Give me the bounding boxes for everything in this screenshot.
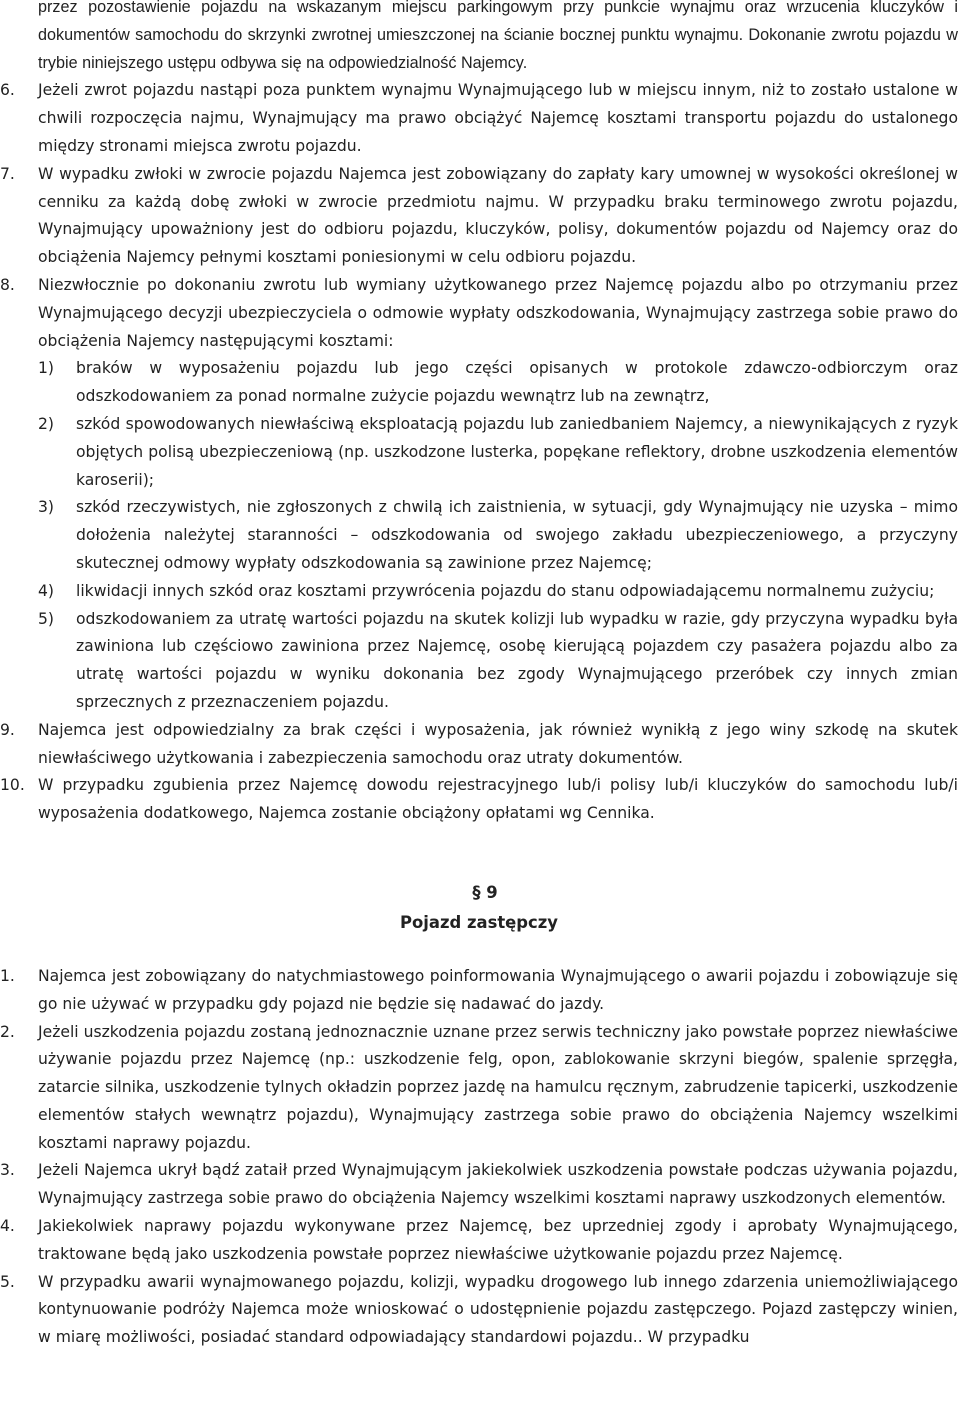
- item-number: 8.: [0, 275, 15, 294]
- list-item-7: [0, 161, 958, 272]
- item-number: 6.: [0, 81, 15, 100]
- section9-item-5: [0, 1269, 958, 1352]
- item-number: 9.: [0, 720, 15, 739]
- sub-item-4: [0, 578, 958, 606]
- sub-item-text: likwidacji innych szkód oraz kosztami przywrócenia pojazdu do stanu odpowiadającemu normalnemu zużyciu;: [76, 581, 935, 600]
- section-symbol: § 9: [472, 882, 498, 902]
- item-text: Jeżeli uszkodzenia pojazdu zostaną jednoznacznie uznane przez serwis techniczny jako powstałe poprzez niewłaściwe używanie pojazdu przez Najemcę (np.: uszkodzenie felg, opon, zablokowanie skrzyni biegów, spalenie sprzęgła, zatarcie silnika, uszkodzenie tylnych okładzin poprzez jazdę na hamulcu ręcznym, zabrudzenie tapicerki, uszkodzenie elementów stałych wewnątrz pojazdu), Wynajmujący zastrzega sobie prawo do obciążenia Najemcy wszelkimi kosztami naprawy pojazdu.: [38, 1022, 958, 1152]
- list-item-8: [0, 272, 958, 355]
- item-number: 2.: [0, 1022, 15, 1041]
- sub-item-text: szkód rzeczywistych, nie zgłoszonych z chwilą ich zaistnienia, w sytuacji, gdy Wynajmujący nie uzyska – mimo dołożenia należytej staranności – odszkodowania od swojego zakładu ubezpieczeniowego, a przyczyny skutecznej odmowy wypłaty odszkodowania są zawinione przez Najemcę;: [76, 498, 958, 572]
- paragraph-text: przez pozostawienie pojazdu na wskazanym miejscu parkingowym przy punkcie wynajmu oraz wrzucenia kluczyków i dokumentów samochodu do skrzynki zwrotnej umieszczonej na ścianie bocznej punktu wynajmu. Dokonanie zwrotu pojazdu w trybie niniejszego ustępu odbywa się na odpowiedzialność Najemcy.: [38, 0, 958, 72]
- sub-item-text: odszkodowaniem za utratę wartości pojazdu na skutek kolizji lub wypadku w razie, gdy przyczyna wypadku była zawiniona lub częściowo zawiniona przez Najemcę, osobę kierującą pojazdem czy pasażera pojazdu albo za utratę wartości pojazdu w wyniku dokonania bez zgody Wynajmującego przeróbek czy innych zmian sprzecznych z przeznaczeniem pojazdu.: [76, 609, 958, 711]
- item-text: Jakiekolwiek naprawy pojazdu wykonywane przez Najemcę, bez uprzedniej zgody i aprobaty Wynajmującego, traktowane będą jako uszkodzenia powstałe poprzez niewłaściwe użytkowanie pojazdu przez Najemcę.: [38, 1217, 958, 1263]
- sub-item-text: szkód spowodowanych niewłaściwą eksploatacją pojazdu lub zaniedbaniem Najemcy, a niewynikających z ryzyk objętych polisą ubezpieczeniową (np. uszkodzone lusterka, popękane reflektory, drobne uszkodzenia elementów karoserii);: [76, 414, 958, 489]
- sub-item-2: [0, 411, 958, 494]
- item-number: 7.: [0, 164, 15, 183]
- sub-item-5: [0, 606, 958, 717]
- sub-item-number: 5): [38, 609, 55, 628]
- sub-item-number: 1): [38, 359, 55, 378]
- item-number: 1.: [0, 966, 15, 985]
- item-number: 5.: [0, 1272, 15, 1291]
- sub-item-number: 4): [38, 581, 55, 600]
- section9-item-1: [0, 963, 958, 1019]
- section9-item-4: [0, 1213, 958, 1269]
- list-item-6: [0, 77, 958, 160]
- item-number: 4.: [0, 1217, 15, 1236]
- item-text: W przypadku awarii wynajmowanego pojazdu, kolizji, wypadku drogowego lub innego zdarzenia uniemożliwiającego kontynuowanie podróży Najemca może wnioskować o udostępnienie pojazdu zastępczego. Pojazd zastępczy winien, w miarę możliwości, posiadać standard odpowiadający standardowi pojazdu.. W przypadku: [38, 1272, 958, 1347]
- item-text: Jeżeli zwrot pojazdu nastąpi poza punktem wynajmu Wynajmującego lub w miejscu innym, niż to zostało ustalone w chwili rozpoczęcia najmu, Wynajmujący ma prawo obciążyć Najemcę kosztami transportu pojazdu do ustalonego między stronami miejsca zwrotu pojazdu.: [38, 81, 958, 155]
- item-text: Najemca jest odpowiedzialny za brak części i wyposażenia, jak również wynikłą z jego winy szkodę na skutek niewłaściwego użytkowania i zabezpieczenia samochodu oraz utraty dokumentów.: [38, 720, 958, 767]
- list-item-10: [0, 772, 958, 828]
- item-text: Niezwłocznie po dokonaniu zwrotu lub wymiany użytkowanego przez Najemcę pojazdu albo po otrzymaniu przez Wynajmującego decyzji ubezpieczyciela o odmowie wypłaty odszkodowania, Wynajmujący zastrzega sobie prawo do obciążenia Najemcy następującymi kosztami:: [38, 275, 958, 350]
- item-text: Najemca jest zobowiązany do natychmiastowego poinformowania Wynajmującego o awarii pojazdu i zobowiązuje się go nie używać w przypadku gdy pojazd nie będzie się nadawać do jazdy.: [38, 966, 958, 1013]
- item-number: 3.: [0, 1161, 15, 1180]
- list-item-9: [0, 717, 958, 773]
- section-title: Pojazd zastępczy: [400, 912, 558, 932]
- sub-item-1: [0, 355, 958, 411]
- item-text: Jeżeli Najemca ukrył bądź zataił przed Wynajmującym jakiekolwiek uszkodzenia powstałe podczas używania pojazdu, Wynajmujący zastrzega sobie prawo do obciążenia Najemcy wszelkimi kosztami naprawy uszkodzonych elementów.: [38, 1161, 958, 1208]
- section-heading: [0, 878, 958, 938]
- section9-item-3: [0, 1157, 958, 1213]
- sub-item-number: 2): [38, 414, 55, 433]
- section9-item-2: [0, 1019, 958, 1158]
- item-text: W przypadku zgubienia przez Najemcę dowodu rejestracyjnego lub/i polisy lub/i kluczyków do samochodu lub/i wyposażenia dodatkowego, Najemca zostanie obciążony opłatami wg Cennika.: [38, 776, 958, 823]
- item-text: W wypadku zwłoki w zwrocie pojazdu Najemca jest zobowiązany do zapłaty kary umownej w wysokości określonej w cenniku za każdą dobę zwłoki w zwrocie przedmiotu najmu. W przypadku braku terminowego zwrotu pojazdu, Wynajmujący upoważniony jest do odbioru pojazdu, kluczyków, polisy, dokumentów pojazdu od Najemcy oraz do obciążenia Najemcy pełnymi kosztami poniesionymi w celu odbioru pojazdu.: [38, 164, 958, 267]
- sub-item-number: 3): [38, 498, 55, 517]
- sub-item-text: braków w wyposażeniu pojazdu lub jego części opisanych w protokole zdawczo-odbiorczym oraz odszkodowaniem za ponad normalne zużycie pojazdu wewnątrz lub na zewnątrz,: [76, 359, 958, 406]
- sub-item-3: [0, 494, 958, 577]
- item-number: 10.: [0, 776, 25, 795]
- continued-paragraph: [0, 0, 958, 77]
